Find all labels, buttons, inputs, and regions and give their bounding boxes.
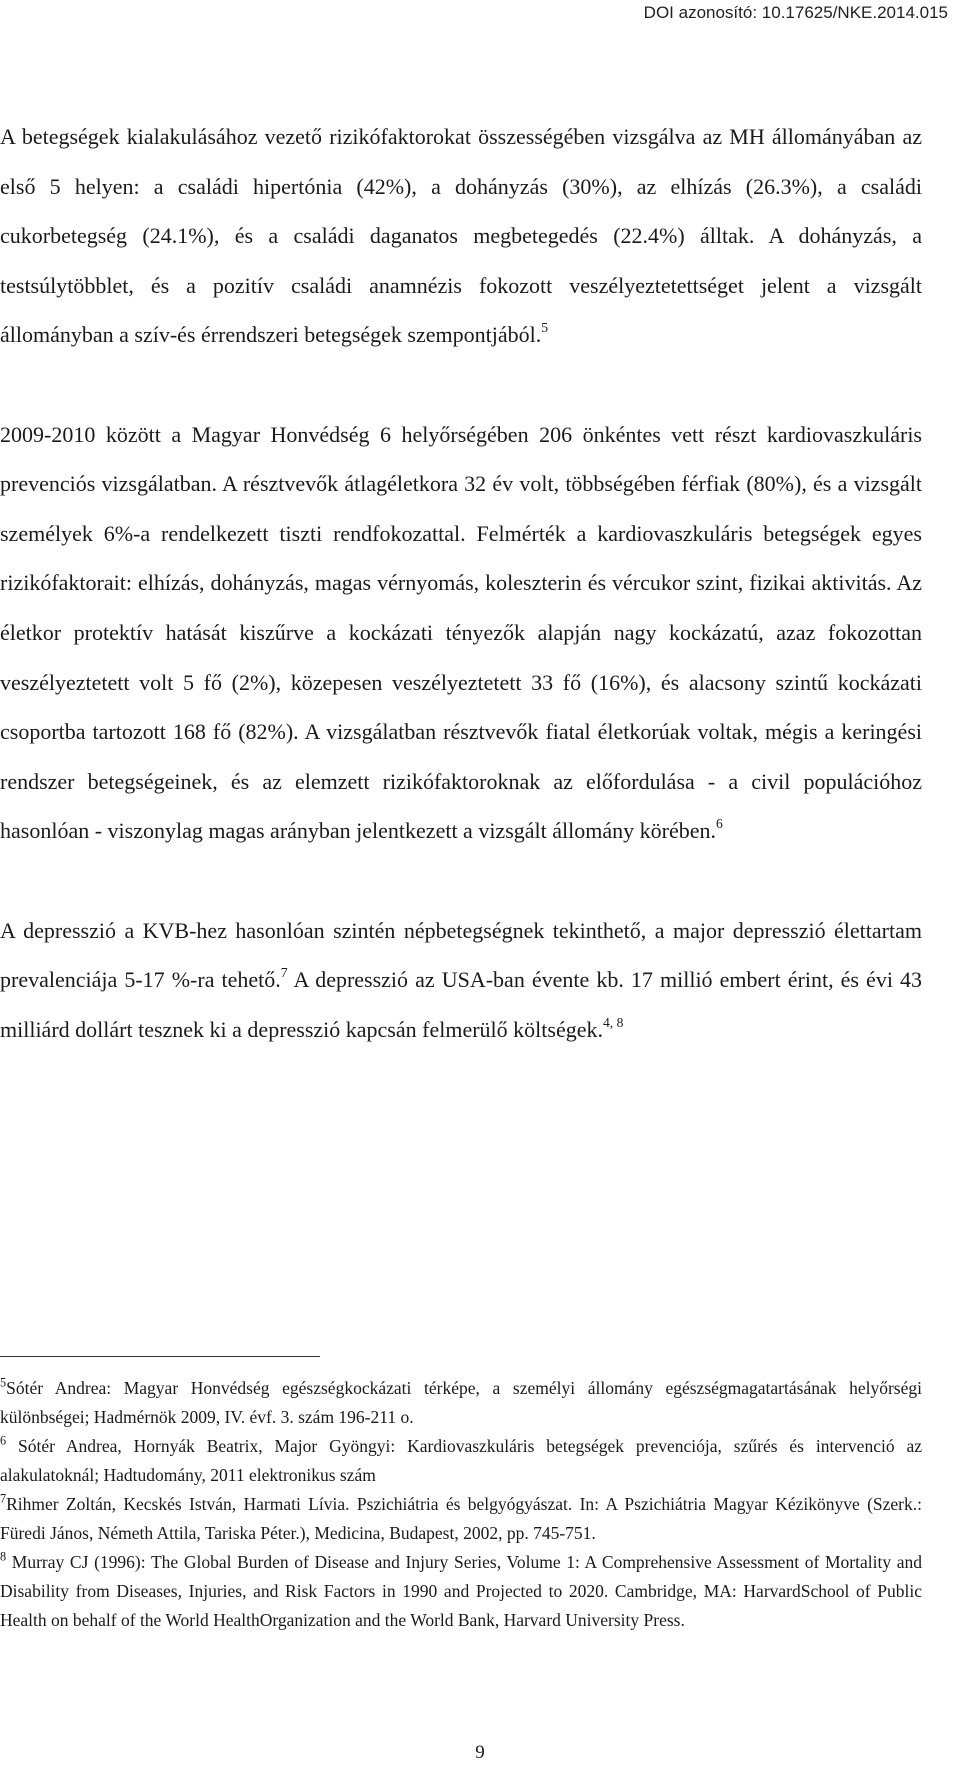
footnote-text: Sótér Andrea, Hornyák Beatrix, Major Gyöngyi: Kardiovaszkuláris betegségek prevenciója, szűrés és intervenció az alakulatoknál; Hadtudomány, 2011 elektronikus szám <box>0 1436 922 1485</box>
paragraph-text: A depresszió az USA-ban évente kb. 17 millió embert érint, és évi 43 milliárd dollárt tesznek ki a depresszió kapcsán felmerülő költségek. <box>0 967 922 1042</box>
footnote-text: Sótér Andrea: Magyar Honvédség egészségkockázati térképe, a személyi állomány egészségmagatartásának helyőrségi különbségei; Hadmérnök 2009, IV. évf. 3. szám 196-211 o. <box>0 1378 922 1427</box>
footnote-number: 6 <box>0 1433 7 1448</box>
footnote-6 <box>0 1432 922 1490</box>
main-text <box>0 112 922 1054</box>
page-number: 9 <box>475 1742 485 1763</box>
paragraph-depression <box>0 906 922 1055</box>
doi-header: DOI azonosító: 10.17625/NKE.2014.015 <box>643 3 948 22</box>
footnotes <box>0 1374 922 1635</box>
footnote-ref[interactable]: 5 <box>541 320 549 336</box>
paragraph-prevention-study <box>0 410 922 856</box>
footnote-ref[interactable]: 6 <box>715 816 723 832</box>
paragraph-text: 2009-2010 között a Magyar Honvédség 6 helyőrségében 206 önkéntes vett részt kardiovaszkuláris prevenciós vizsgálatban. A résztvevők átlagéletkora 32 év volt, többségében férfiak (80%), és a vizsgált személyek 6%-a rendelkezett tiszti rendfokozattal. Felmérték a kardiovaszkuláris betegségek egyes rizikófaktorait: elhízás, dohányzás, magas vérnyomás, koleszterin és vércukor szint, fizikai aktivitás. Az életkor protektív hatását kiszűrve a kockázati tényezők alapján nagy kockázatú, azaz fokozottan veszélyeztetett volt 5 fő (2%), közepesen veszélyeztetett 33 fő (16%), és alacsony szintű kockázati csoportba tartozott 168 fő (82%). A vizsgálatban résztvevők fiatal életkorúak voltak, mégis a keringési rendszer betegségeinek, és az elemzett rizikófaktoroknak az előfordulása - a civil populációhoz hasonlóan - viszonylag magas arányban jelentkezett a vizsgált állomány körében. <box>0 421 922 844</box>
footnote-ref[interactable]: 7 <box>280 965 288 981</box>
paragraph-risk-factors <box>0 112 922 360</box>
footnote-7 <box>0 1490 922 1548</box>
footnote-number: 8 <box>0 1549 7 1564</box>
paragraph-text: A betegségek kialakulásához vezető rizikófaktorokat összességében vizsgálva az MH állományában az első 5 helyen: a családi hipertónia (42%), a dohányzás (30%), az elhízás (26.3%), a családi cukorbetegség (24.1%), és a családi daganatos megbetegedés (22.4%) álltak. A dohányzás, a testsúlytöbblet, és a pozitív családi anamnézis fokozott veszélyeztetettséget jelent a vizsgált állományban a szív-és érrendszeri betegségek szempontjából. <box>0 124 922 348</box>
paragraph-text: A depresszió a KVB-hez hasonlóan szintén népbetegségnek tekinthető, a major depresszió élettartam prevalenciája 5-17 %-ra tehető. <box>0 917 922 993</box>
footnote-text: Rihmer Zoltán, Kecskés István, Harmati Lívia. Pszichiátria és belgyógyászat. In: A Pszichiátria Magyar Kézikönyve (Szerk.: Füredi János, Németh Attila, Tariska Péter.), Medicina, Budapest, 2002, pp. 745-751. <box>0 1494 922 1543</box>
footnote-divider <box>0 1356 320 1357</box>
footnote-5 <box>0 1374 922 1432</box>
footnote-number: 7 <box>0 1491 7 1506</box>
footnote-text: Murray CJ (1996): The Global Burden of Disease and Injury Series, Volume 1: A Comprehensive Assessment of Mortality and Disability from Diseases, Injuries, and Risk Factors in 1990 and Projected to 2020. Cambridge, MA: HarvardSchool of Public Health on behalf of the World HealthOrganization and the World Bank, Harvard University Press. <box>0 1552 922 1630</box>
footnote-number: 5 <box>0 1375 7 1390</box>
footnote-ref[interactable]: 4, 8 <box>602 1014 624 1030</box>
footnote-8 <box>0 1548 922 1635</box>
